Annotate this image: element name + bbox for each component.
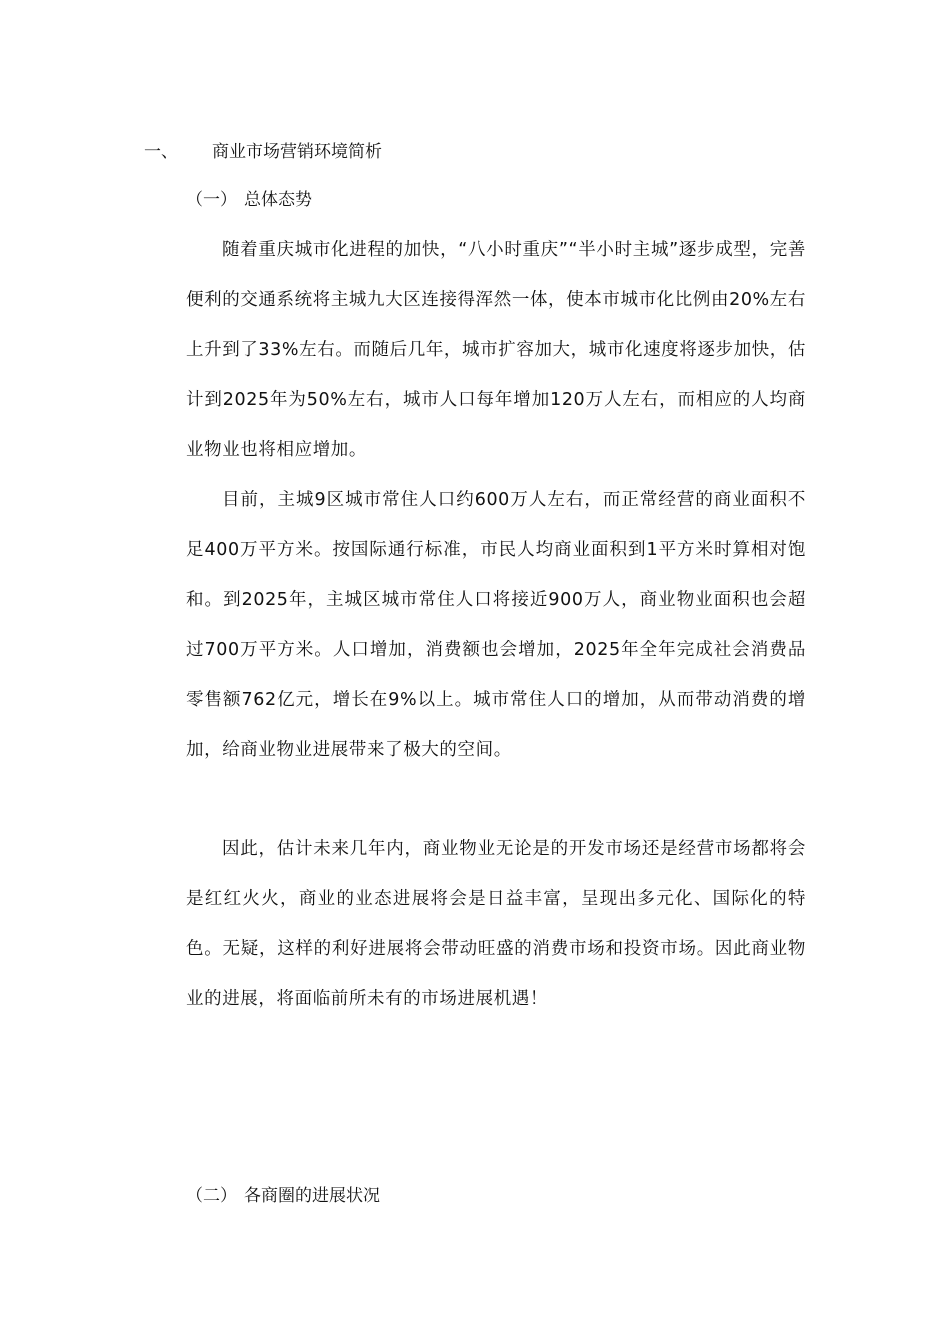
paragraph-1: 随着重庆城市化进程的加快，“八小时重庆”“半小时主城”逐步成型，完善便利的交通系统将主城九大区连接得浑然一体，使本市城市化比例由20%左右上升到了33%左右。而随后几年，城市扩容加大，城市化速度将逐步加快，估计到2025年为50%左右，城市人口每年增加120万人左右，而相应的人均商业物业也将相应增加。 xyxy=(186,240,806,460)
section-title: 商业市场营销环境简析 xyxy=(212,142,382,162)
subsection-title-1: 总体态势 xyxy=(244,190,312,210)
subsection-heading-2 xyxy=(186,1182,380,1210)
paragraph-3: 因此，估计未来几年内，商业物业无论是的开发市场还是经营市场都将会是红红火火，商业的业态进展将会是日益丰富，呈现出多元化、国际化的特色。无疑，这样的利好进展将会带动旺盛的消费市场和投资市场。因此商业物业的进展，将面临前所未有的市场进展机遇！ xyxy=(186,839,806,1009)
subsection-number-2: （二） xyxy=(186,1186,237,1206)
section-number: 一、 xyxy=(144,142,178,162)
paragraph-2: 目前，主城9区城市常住人口约600万人左右，而正常经营的商业面积不足400万平方米。按国际通行标准，市民人均商业面积到1平方米时算相对饱和。到2025年，主城区城市常住人口将接近900万人，商业物业面积也会超过700万平方米。人口增加，消费额也会增加，2025年全年完成社会消费品零售额762亿元，增长在9%以上。城市常住人口的增加，从而带动消费的增加，给商业物业进展带来了极大的空间。 xyxy=(186,490,806,760)
subsection-number-1: （一） xyxy=(186,190,237,210)
section-heading xyxy=(144,138,382,166)
subsection-heading-1 xyxy=(186,186,312,214)
subsection-title-2: 各商圈的进展状况 xyxy=(244,1186,380,1206)
